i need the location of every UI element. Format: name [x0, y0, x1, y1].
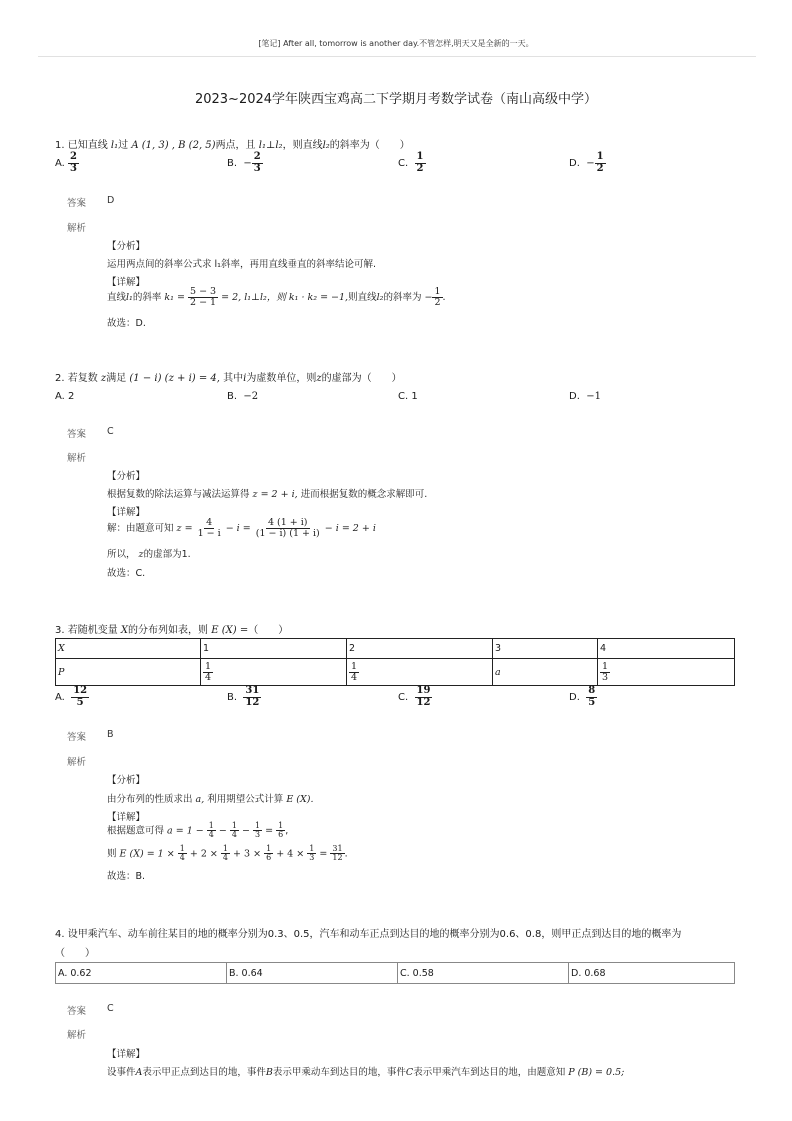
fraction: $\frac{1}{4}$: [222, 844, 228, 863]
fraction: $\frac{8}{5}$: [588, 685, 596, 708]
q3-fenxi-text: 由分布列的性质求出 a, 利用期望公式计算 E (X).: [107, 794, 314, 805]
fraction: $\frac{2}{3}$: [253, 151, 261, 174]
q2-fenxi-text: 根据复数的除法运算与减法运算得 z = 2 + i, 进而根据复数的概念求解即可.: [107, 489, 428, 500]
q4-option-d[interactable]: D. 0.68: [569, 963, 735, 984]
q3-option-c[interactable]: C. $\frac{19}{12}$: [398, 685, 431, 708]
table-row: [56, 659, 735, 686]
fraction: $\frac{1}{2}$: [596, 151, 604, 174]
q3-conclusion: 故选：B.: [107, 871, 146, 882]
q2-option-c[interactable]: C. 1: [398, 391, 418, 402]
fraction: $\frac{5 - 3}{2 - 1}$: [190, 286, 217, 308]
fraction: $\frac{1}{6}$: [278, 821, 284, 840]
table-cell: P: [56, 659, 201, 686]
q2-option-b[interactable]: B. −2: [227, 391, 259, 402]
q3-option-d[interactable]: D. $\frac{8}{5}$: [569, 685, 596, 708]
q2-answer-label: 答案: [67, 429, 87, 440]
fraction: $\frac{12}{5}$: [73, 685, 88, 708]
table-cell: 1: [201, 639, 347, 659]
q2-option-a[interactable]: A. 2: [55, 391, 75, 402]
q4-detail-line: 设事件A表示甲正点到达目的地，事件B表示甲乘动车到达目的地，事件C表示甲乘汽车到达目的地，由题意知 P (B) = 0.5;: [107, 1067, 625, 1078]
table-cell: a: [493, 659, 598, 686]
q2-conclusion: 故选：C.: [107, 568, 146, 579]
question-2-stem: 2. 若复数 z满足 (1 − i) (z + i) = 4, 其中i为虚数单位，则z的虚部为（ ）: [55, 373, 402, 384]
q2-detail-line: 解：由题意可知 z = $\frac{4}{1 - i}$ − i = $\frac{4 (1 + i)}{(1 - i) (1 + i)}$ − i = 2 + i: [107, 517, 376, 539]
fraction: $\frac{1}{4}$: [231, 821, 237, 840]
q3-detail-line-1: 根据题意可得 a = 1 − $\frac{1}{4}$ − $\frac{1}{4}$ − $\frac{1}{3}$ = $\frac{1}{6}$ ,: [107, 821, 289, 840]
fraction: $\frac{1}{4}$: [208, 821, 214, 840]
table-cell: [201, 659, 347, 686]
table-row: [56, 639, 735, 659]
table-cell: X: [56, 639, 201, 659]
q1-detail-line: 直线l₁的斜率 k₁ = $\frac{5 - 3}{2 - 1}$ = 2, l₁⊥l₂，则 k₁ · k₂ = −1,则直线l₂的斜率为 − $\frac{1}{2}$ .: [107, 286, 446, 308]
fraction: $\frac{2}{3}$: [70, 151, 77, 174]
question-1-stem: 1. 已知直线 l₁过 A (1, 3) , B (2, 5)两点，且 l₁⊥l₂，则直线l₂的斜率为（ ）: [55, 140, 410, 151]
q4-answer-value: C: [107, 1003, 114, 1014]
q3-option-b[interactable]: B. $\frac{31}{12}$: [227, 685, 260, 708]
q2-fenxi-heading: 【分析】: [107, 471, 146, 482]
question-3-stem: 3. 若随机变量 X的分布列如表，则 E (X) =（ ）: [55, 625, 289, 636]
q1-analysis-label: 解析: [67, 223, 87, 234]
question-4-stem-line-1: 4. 设甲乘汽车、动车前往某目的地的概率分别为0.3、0.5，汽车和动车正点到达目的地的概率分别为0.6、0.8，则甲正点到达目的地的概率为: [55, 929, 682, 940]
q4-option-b[interactable]: B. 0.64: [227, 963, 398, 984]
q4-option-c[interactable]: C. 0.58: [398, 963, 569, 984]
q3-fenxi-heading: 【分析】: [107, 775, 146, 786]
q1-option-b[interactable]: B. − $\frac{2}{3}$: [227, 151, 261, 174]
fraction: $\frac{1}{4}$: [205, 660, 212, 683]
table-row: [56, 963, 735, 984]
q1-xiangjie-heading: 【详解】: [107, 277, 146, 288]
fraction: $\frac{19}{12}$: [416, 685, 431, 708]
table-cell: 4: [598, 639, 735, 659]
table-cell: [598, 659, 735, 686]
q3-detail-line-2: 则 E (X) = 1 × $\frac{1}{4}$ + 2 × $\frac{1}{4}$ + 3 × $\frac{1}{6}$ + 4 × $\frac{1}{3}$ = $\frac{31}{12}$ .: [107, 844, 348, 863]
q1-option-a[interactable]: A. $\frac{2}{3}$: [55, 151, 77, 174]
fraction: $\frac{31}{12}$: [245, 685, 260, 708]
page-title: 2023~2024学年陕西宝鸡高二下学期月考数学试卷（南山高级中学）: [194, 92, 598, 107]
fraction: $\frac{1}{6}$: [266, 844, 272, 863]
fraction: $\frac{1}{3}$: [602, 660, 609, 683]
fraction: $\frac{4}{1 - i}$: [197, 517, 221, 539]
q1-conclusion: 故选：D.: [107, 318, 146, 329]
q1-answer-value: D: [107, 195, 115, 206]
q4-analysis-label: 解析: [67, 1030, 87, 1041]
table-cell: 2: [347, 639, 493, 659]
q4-answer-label: 答案: [67, 1006, 87, 1017]
q4-options-table: [55, 962, 735, 984]
q2-option-d[interactable]: D. −1: [569, 391, 601, 402]
fraction: $\frac{4 (1 + i)}{(1 - i) (1 + i)}$: [255, 517, 320, 539]
q2-xiangjie-heading: 【详解】: [107, 507, 146, 518]
fraction: $\frac{1}{3}$: [255, 821, 261, 840]
page-header-note: [笔记] After all, tomorrow is another day.不管怎样,明天又是全新的一天。: [258, 39, 534, 48]
table-cell: 3: [493, 639, 598, 659]
question-4-stem-line-2: （ ）: [55, 948, 95, 959]
fraction: $\frac{31}{12}$: [332, 844, 343, 863]
q2-analysis-label: 解析: [67, 453, 87, 464]
q4-xiangjie-heading: 【详解】: [107, 1049, 146, 1060]
q1-answer-label: 答案: [67, 198, 87, 209]
q2-so-line: 所以， z的虚部为1.: [107, 549, 191, 560]
fraction: $\frac{1}{3}$: [309, 844, 315, 863]
q3-xiangjie-heading: 【详解】: [107, 812, 146, 823]
q3-option-a[interactable]: A. $\frac{12}{5}$: [55, 685, 88, 708]
fraction: $\frac{1}{4}$: [179, 844, 185, 863]
header-divider: [38, 56, 756, 57]
fraction: $\frac{1}{2}$: [416, 151, 424, 174]
table-cell: [347, 659, 493, 686]
q4-option-a[interactable]: A. 0.62: [56, 963, 227, 984]
fraction: $\frac{1}{4}$: [351, 660, 358, 683]
distribution-table: [55, 638, 735, 686]
q1-fenxi-heading: 【分析】: [107, 241, 146, 252]
q1-option-d[interactable]: D. − $\frac{1}{2}$: [569, 151, 604, 174]
q2-answer-value: C: [107, 426, 114, 437]
q3-answer-label: 答案: [67, 732, 87, 743]
q3-answer-value: B: [107, 729, 114, 740]
q1-fenxi-text: 运用两点间的斜率公式求 l₁斜率，再用直线垂直的斜率结论可解.: [107, 259, 376, 270]
q3-analysis-label: 解析: [67, 757, 87, 768]
fraction: $\frac{1}{2}$: [434, 286, 441, 308]
q1-option-c[interactable]: C. $\frac{1}{2}$: [398, 151, 424, 174]
